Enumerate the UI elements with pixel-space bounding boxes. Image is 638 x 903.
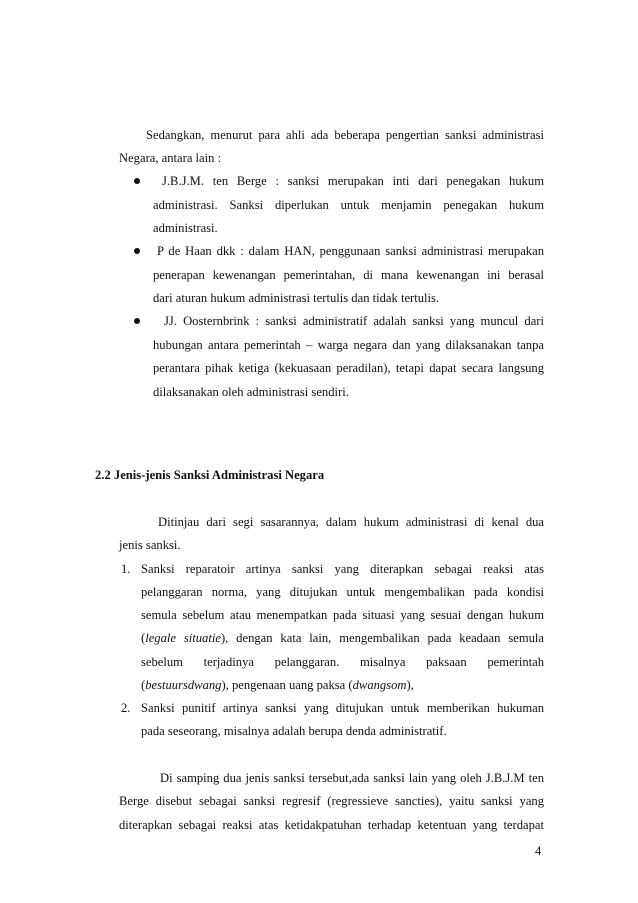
paragraph-line: Di samping dua jenis sanksi tersebut,ada sanksi lain yang oleh J.B.J.M ten — [160, 771, 544, 785]
bullet-line: dari aturan hukum administrasi tertulis dan tidak tertulis. — [153, 291, 440, 305]
bullet-icon — [134, 248, 140, 254]
list-number: 1. — [121, 562, 131, 576]
paragraph-line: Negara, antara lain : — [119, 151, 222, 165]
page-number: 4 — [535, 844, 542, 858]
bullet-line: JJ. Oosternbrink : sanksi administratif adalah sanksi yang muncul dari — [164, 314, 544, 328]
bullet-line: dilaksanakan oleh administrasi sendiri. — [153, 385, 349, 399]
italic-term: bestuursdwang — [145, 678, 222, 692]
bullet-line: J.B.J.M. ten Berge : sanksi merupakan inti dari penegakan hukum — [162, 174, 544, 188]
bullet-line: penerapan kewenangan pemerintahan, di mana kewenangan ini berasal — [153, 268, 544, 282]
paragraph-line: jenis sanksi. — [119, 538, 181, 552]
numbered-line: pelanggaran norma, yang ditujukan untuk mengembalikan pada kondisi — [141, 585, 544, 599]
paragraph-line: diterapkan sebagai reaksi atas ketidakpatuhan terhadap ketentuan yang terdapat — [119, 818, 544, 832]
section-heading: 2.2 Jenis-jenis Sanksi Administrasi Negara — [95, 468, 325, 482]
numbered-line-text: ), pengenaan uang paksa ( — [221, 678, 353, 692]
bullet-icon — [134, 318, 140, 324]
numbered-line: (bestuursdwang), pengenaan uang paksa (dwangsom), — [141, 678, 414, 692]
paragraph-line: Berge disebut sebagai sanksi regresif (regressieve sancties), yaitu sanksi yang — [119, 794, 544, 808]
numbered-line: Sanksi punitif artinya sanksi yang ditujukan untuk memberikan hukuman — [141, 701, 544, 715]
list-number: 2. — [121, 701, 131, 715]
numbered-line: semula sebelum atau menempatkan pada situasi yang sesuai dengan hukum — [141, 608, 544, 622]
paragraph-line: Ditinjau dari segi sasarannya, dalam hukum administrasi di kenal dua — [158, 515, 544, 529]
italic-term: legale situatie — [145, 631, 221, 645]
bullet-line: hubungan antara pemerintah – warga negara dan yang dilaksanakan tanpa — [153, 338, 544, 352]
bullet-icon — [134, 178, 140, 184]
numbered-line: pada seseorang, misalnya adalah berupa denda administratif. — [141, 724, 447, 738]
numbered-line-text: ), — [406, 678, 414, 692]
numbered-line-text: ), dengan kata lain, mengembalikan pada keadaan semula — [220, 631, 545, 645]
numbered-line: Sanksi reparatoir artinya sanksi yang diterapkan sebagai reaksi atas — [141, 562, 544, 576]
paragraph-line: Sedangkan, menurut para ahli ada beberapa pengertian sanksi administrasi — [146, 128, 544, 142]
italic-term: dwangsom — [352, 678, 407, 692]
bullet-line: administrasi. Sanksi diperlukan untuk menjamin penegakan hukum — [153, 198, 544, 212]
numbered-line: sebelum terjadinya pelanggaran. misalnya paksaan pemerintah — [141, 655, 544, 669]
bullet-line: perantara pihak ketiga (kekuasaan peradilan), tetapi dapat secara langsung — [153, 361, 544, 375]
bullet-line: P de Haan dkk : dalam HAN, penggunaan sanksi administrasi merupakan — [157, 244, 544, 258]
bullet-line: administrasi. — [153, 221, 218, 235]
numbered-line: (legale situatie), dengan kata lain, mengembalikan pada keadaan semula — [141, 631, 545, 645]
